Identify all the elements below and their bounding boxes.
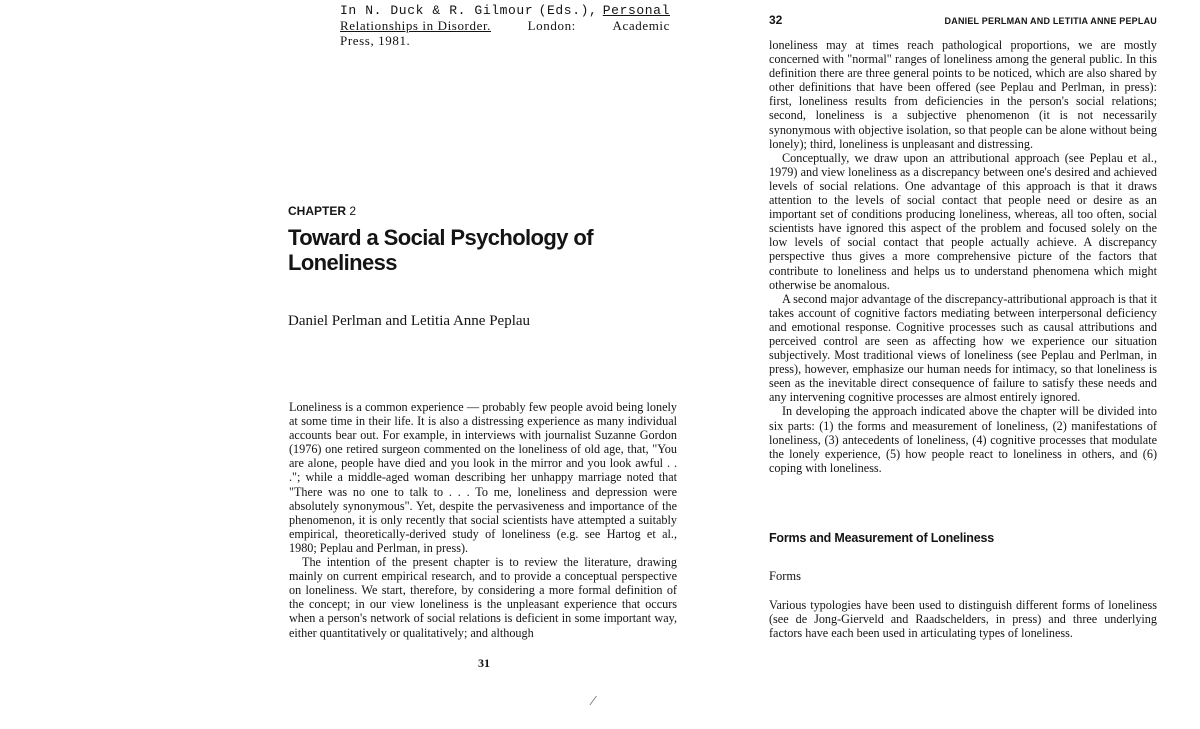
body-paragraph: The intention of the present chapter is to review the literature, drawing mainly on current empirical research, and to provide a conceptual perspective on loneliness. We start, therefore, by considering a more formal definition of the concept; in our view loneliness is the unpleasant experience that occurs when a person's network of social relations is deficient in some important way, either quantitatively or qualitatively; and although	[289, 555, 677, 640]
section-heading: Forms and Measurement of Loneliness	[769, 531, 994, 545]
page-number-left: 31	[478, 656, 490, 670]
chapter-authors: Daniel Perlman and Letitia Anne Peplau	[288, 313, 531, 329]
body-paragraph: Conceptually, we draw upon an attributional approach (see Peplau et al., 1979) and view loneliness as a discrepancy between one's desired and achieved levels of social relations. One advantage of this approach is that it draws attention to the levels of social contact that people need or desire as an important set of conditions producing loneliness, whereas, all too often, social scientists have ignored this aspect of the problem and focused solely on the low levels of social contact that people actually achieve. A discrepancy perspective thus gives a more comprehensive picture of the factors that contribute to loneliness and helps us to understand phenomena which might otherwise be anomalous.	[769, 150, 1157, 292]
citation-publisher: Academic	[612, 18, 670, 33]
citation-stamp	[340, 3, 670, 48]
chapter-label	[288, 204, 356, 218]
chapter-title: Toward a Social Psychology of Loneliness	[288, 225, 593, 275]
subsection-heading: Forms	[769, 569, 801, 583]
page-number-right: 32	[769, 13, 783, 27]
citation-city: London:	[527, 18, 576, 33]
chapter-number: 2	[349, 204, 357, 218]
right-page-body	[769, 38, 1157, 475]
citation-eds: (Eds.),	[538, 3, 598, 18]
citation-editors: In N. Duck & R. Gilmour	[340, 3, 534, 18]
chapter-label-text: CHAPTER	[288, 204, 347, 218]
citation-book-title-part1: Personal	[602, 3, 670, 18]
pen-mark: ⁄	[592, 694, 595, 709]
body-paragraph: Loneliness is a common experience — probably few people avoid being lonely at some time in their life. It is also a distressing experience as many individual accounts bear out. For example, in interviews with journalist Suzanne Gordon (1976) one retired surgeon commented on the loneliness of old age, that, "You are alone, people have died and you look in the mirror and you look awful . . ."; while a middle-aged woman describing her unhappy marriage noted that "There was no one to talk to . . . To me, loneliness and depression were absolutely synonymous". Yet, despite the pervasiveness and importance of the phenomenon, it is only recently that social scientists have attempted a suitably empirical, theoretically-derived study of loneliness (e.g. see Hartog et al., 1980; Peplau and Perlman, in press).	[289, 400, 677, 555]
forms-section-body	[769, 598, 1157, 640]
body-paragraph: A second major advantage of the discrepancy-attributional approach is that it takes account of cognitive factors mediating between interpersonal deficiency and emotional response. Cognitive processes such as causal attributions and perceived control are seen as affecting how we experience our situation subjectively. Most traditional views of loneliness (see Peplau and Perlman, in press), however, emphasize our human needs for intimacy, so that loneliness is seen as the inevitable direct consequence of failure to satisfy these needs and any intervening cognitive processes are almost entirely ignored.	[769, 291, 1157, 405]
citation-publisher-year: Press, 1981.	[340, 33, 411, 48]
body-paragraph: loneliness may at times reach pathological proportions, we are mostly concerned with "normal" ranges of loneliness among the general public. In this definition there are three general points to be noticed, which are also shared by other definitions that have been offered (see Peplau and Perlman, in press): first, loneliness results from deficiencies in the person's social relations; second, loneliness is a subjective phenomenon (it is not necessarily synonymous with objective isolation, so that people can be alone without being lonely); third, loneliness is unpleasant and distressing.	[769, 38, 1157, 151]
running-head: DANIEL PERLMAN AND LETITIA ANNE PEPLAU	[944, 16, 1157, 26]
body-paragraph: In developing the approach indicated above the chapter will be divided into six parts: (1) the forms and measurement of loneliness, (2) manifestations of loneliness, (3) antecedents of loneliness, (4) cognitive processes that modulate the lonely experience, (5) how people react to loneliness in others, and (6) coping with loneliness.	[769, 404, 1157, 475]
citation-book-title-part2: Relationships in Disorder.	[340, 18, 492, 33]
left-page-body	[289, 400, 677, 640]
body-paragraph: Various typologies have been used to distinguish different forms of loneliness (see de Jong-Gierveld and Raadschelders, in press) and three underlying factors have each been used in articulating types of loneliness.	[769, 598, 1157, 641]
